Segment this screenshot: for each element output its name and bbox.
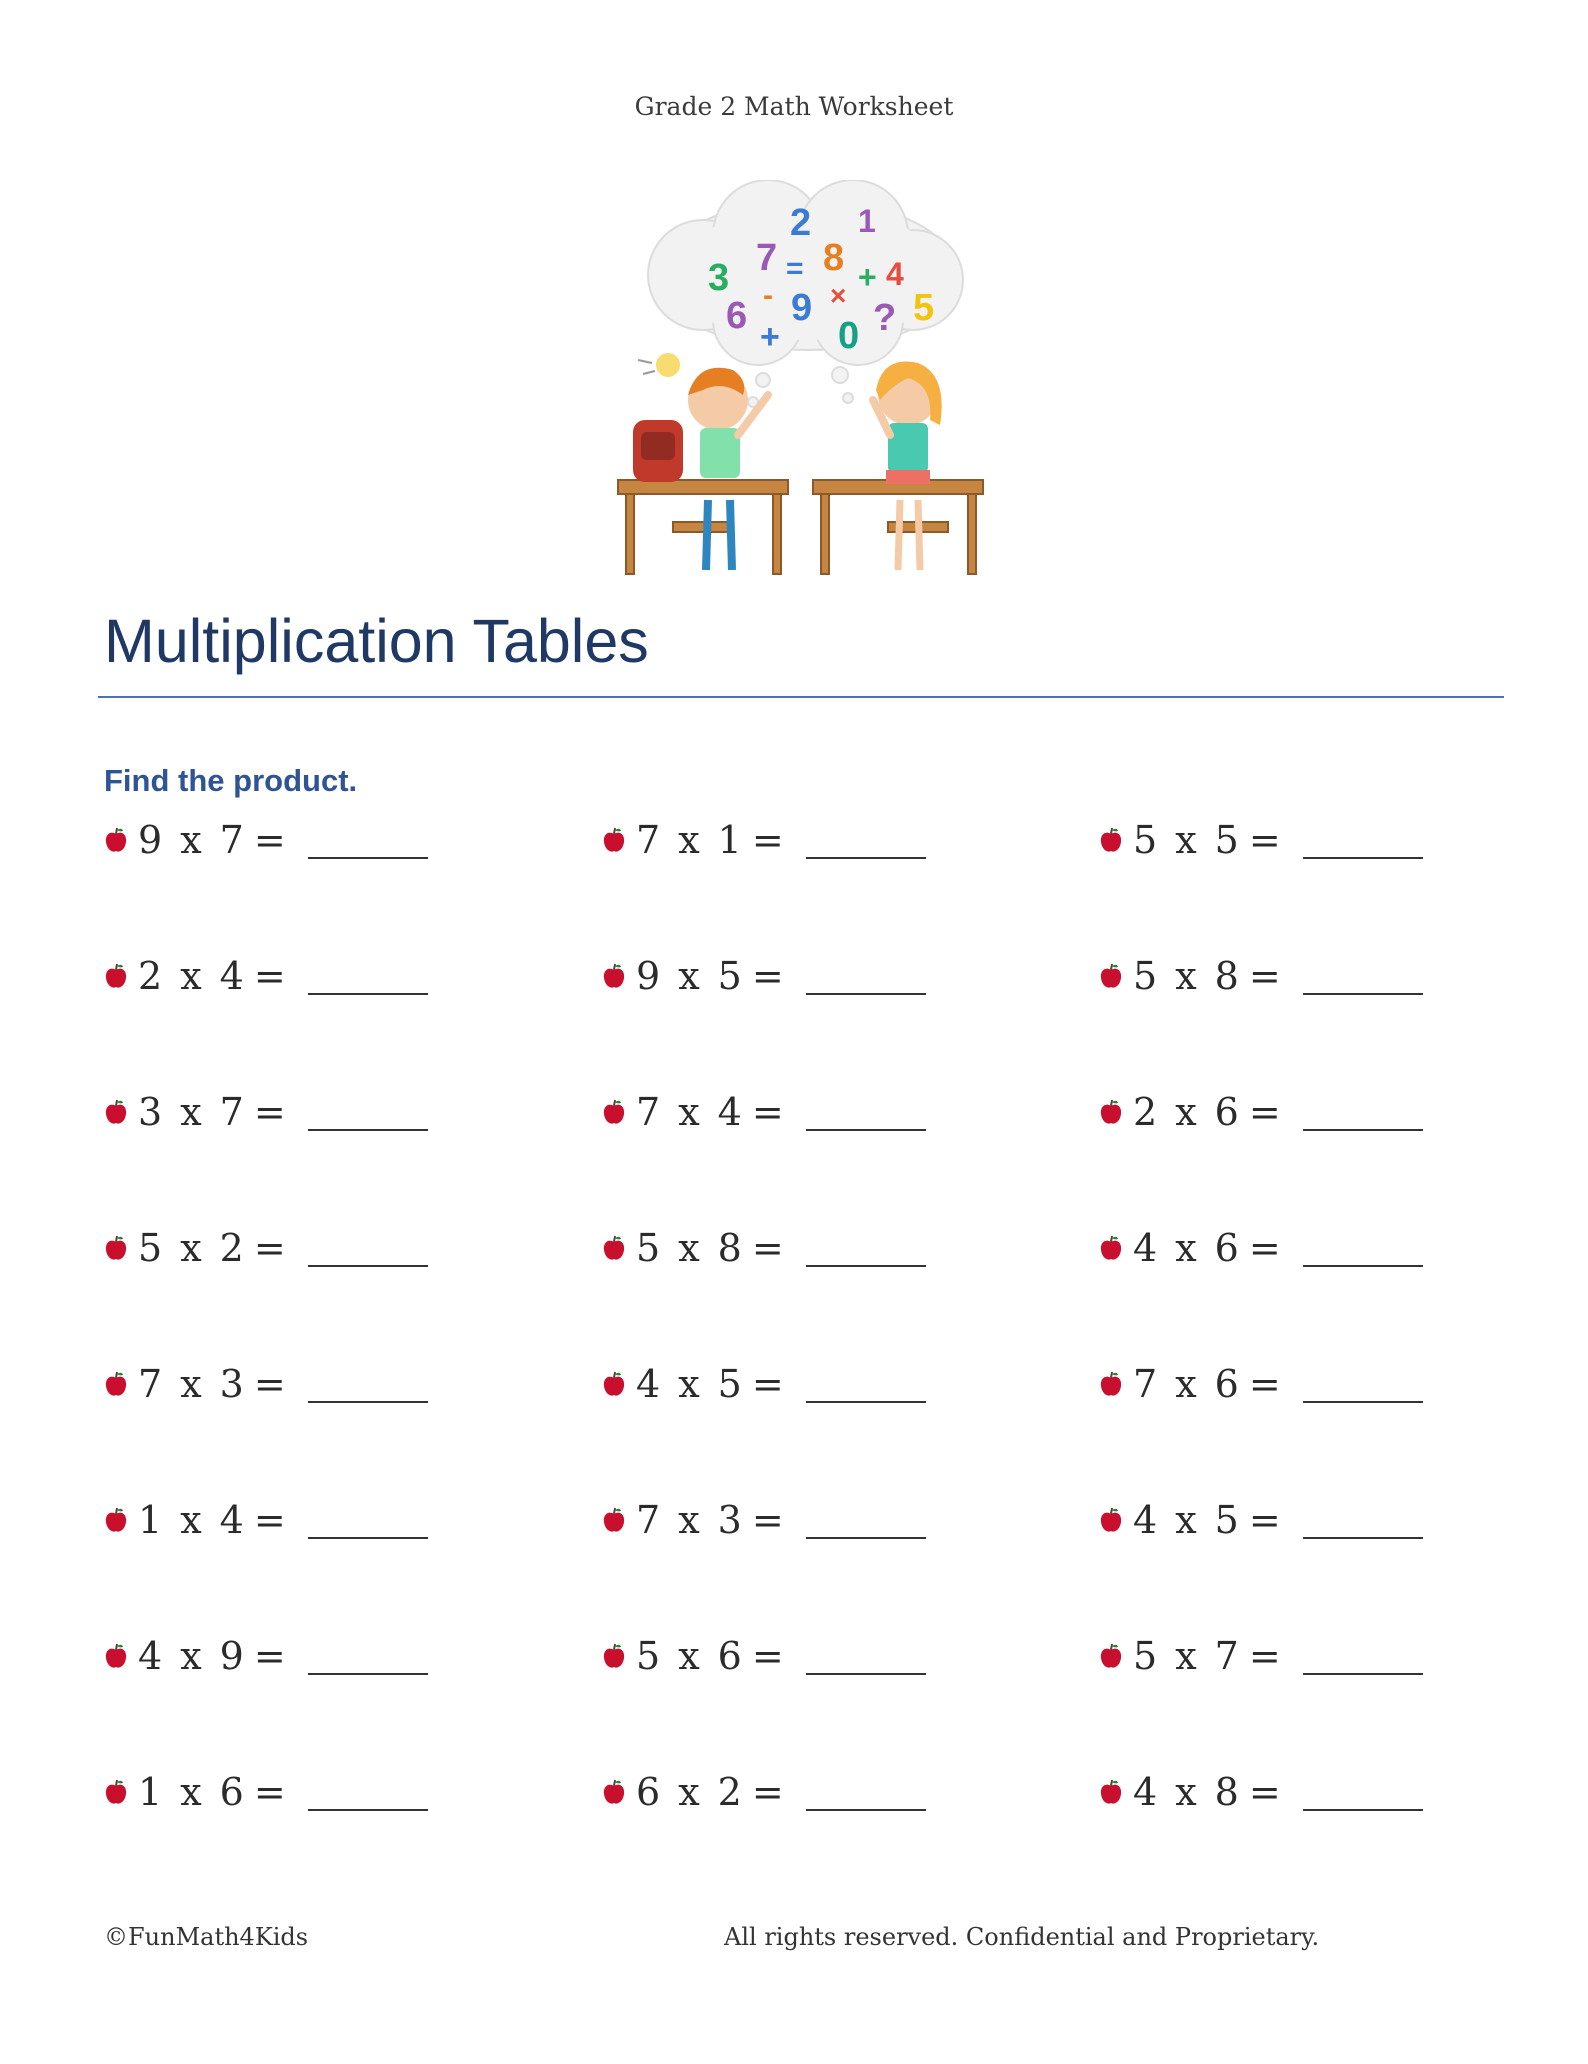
equals-sign: = [253, 1634, 286, 1678]
equals-sign: = [253, 1090, 286, 1134]
factor-b: 6 [1214, 1226, 1239, 1270]
times-sign: x [1175, 1362, 1197, 1406]
problem-item [1099, 818, 1423, 862]
problem-item [602, 1770, 926, 1814]
apple-icon [602, 1778, 626, 1806]
factor-a: 5 [1133, 954, 1158, 998]
factor-b: 8 [717, 1226, 742, 1270]
factor-a: 5 [138, 1226, 163, 1270]
problem-item [104, 1770, 428, 1814]
problem-item [104, 1090, 428, 1134]
factor-a: 9 [138, 818, 163, 862]
factor-b: 7 [219, 1090, 244, 1134]
answer-blank[interactable] [806, 1127, 926, 1131]
equals-sign: = [1248, 1226, 1281, 1270]
problem-item [104, 1634, 428, 1678]
factor-a: 2 [138, 954, 163, 998]
equals-sign: = [751, 1362, 784, 1406]
times-sign: x [678, 1634, 700, 1678]
worksheet-header: Grade 2 Math Worksheet [634, 92, 954, 121]
apple-icon [1099, 1642, 1123, 1670]
factor-b: 5 [717, 1362, 742, 1406]
factor-a: 7 [138, 1362, 163, 1406]
factor-a: 4 [1133, 1498, 1158, 1542]
times-sign: x [1175, 1090, 1197, 1134]
answer-blank[interactable] [1303, 991, 1423, 995]
apple-icon [104, 1778, 128, 1806]
answer-blank[interactable] [806, 855, 926, 859]
factor-a: 7 [636, 1498, 661, 1542]
factor-b: 1 [717, 818, 742, 862]
answer-blank[interactable] [308, 991, 428, 995]
problem-item [104, 818, 428, 862]
equals-sign: = [253, 1226, 286, 1270]
factor-a: 2 [1133, 1090, 1158, 1134]
illustration-number: 3 [708, 257, 730, 299]
times-sign: x [180, 1634, 202, 1678]
factor-a: 3 [138, 1090, 163, 1134]
factor-b: 6 [1214, 1362, 1239, 1406]
equals-sign: = [253, 1770, 286, 1814]
equals-sign: = [1248, 1770, 1281, 1814]
equals-sign: = [1248, 1634, 1281, 1678]
kids-thinking-numbers-illustration [608, 180, 1008, 585]
factor-a: 5 [1133, 818, 1158, 862]
times-sign: x [1175, 1498, 1197, 1542]
equals-sign: = [1248, 1090, 1281, 1134]
apple-icon [602, 1370, 626, 1398]
apple-icon [1099, 962, 1123, 990]
factor-a: 4 [1133, 1770, 1158, 1814]
factor-b: 4 [219, 954, 244, 998]
apple-icon [602, 1642, 626, 1670]
equals-sign: = [253, 818, 286, 862]
answer-blank[interactable] [1303, 1399, 1423, 1403]
times-sign: x [678, 818, 700, 862]
illustration-number: 2 [790, 202, 812, 244]
equals-sign: = [1248, 818, 1281, 862]
factor-b: 4 [717, 1090, 742, 1134]
problem-item [1099, 1226, 1423, 1270]
factor-a: 9 [636, 954, 661, 998]
apple-icon [104, 962, 128, 990]
answer-blank[interactable] [806, 1263, 926, 1267]
illustration-number: 9 [791, 287, 813, 329]
times-sign: x [180, 1498, 202, 1542]
answer-blank[interactable] [308, 1535, 428, 1539]
apple-icon [602, 1098, 626, 1126]
equals-sign: = [751, 1634, 784, 1678]
answer-blank[interactable] [1303, 1807, 1423, 1811]
factor-b: 5 [1214, 1498, 1239, 1542]
times-sign: x [678, 1226, 700, 1270]
equals-sign: = [1248, 1498, 1281, 1542]
times-sign: x [1175, 818, 1197, 862]
apple-icon [1099, 1370, 1123, 1398]
factor-a: 1 [138, 1498, 163, 1542]
equals-sign: = [751, 818, 784, 862]
problem-item [1099, 1090, 1423, 1134]
illustration-number: - [763, 279, 773, 312]
answer-blank[interactable] [806, 991, 926, 995]
problem-item [1099, 1498, 1423, 1542]
answer-blank[interactable] [806, 1807, 926, 1811]
page-title: Multiplication Tables [104, 607, 649, 675]
equals-sign: = [751, 1090, 784, 1134]
equals-sign: = [751, 1770, 784, 1814]
factor-b: 8 [1214, 1770, 1239, 1814]
factor-b: 3 [717, 1498, 742, 1542]
equals-sign: = [1248, 1362, 1281, 1406]
times-sign: x [678, 1770, 700, 1814]
problem-item [602, 954, 926, 998]
apple-icon [602, 1234, 626, 1262]
apple-icon [1099, 1098, 1123, 1126]
apple-icon [104, 1370, 128, 1398]
problem-item [104, 954, 428, 998]
apple-icon [104, 826, 128, 854]
illustration-number: 4 [886, 256, 904, 292]
illustration-number: 1 [858, 203, 876, 239]
equals-sign: = [253, 1498, 286, 1542]
factor-b: 6 [717, 1634, 742, 1678]
answer-blank[interactable] [1303, 1671, 1423, 1675]
equals-sign: = [751, 954, 784, 998]
illustration-number: 0 [838, 315, 860, 357]
problem-item [1099, 1362, 1423, 1406]
factor-b: 7 [1214, 1634, 1239, 1678]
apple-icon [104, 1098, 128, 1126]
times-sign: x [678, 1362, 700, 1406]
times-sign: x [678, 954, 700, 998]
problem-item [602, 818, 926, 862]
problem-item [1099, 954, 1423, 998]
factor-b: 2 [717, 1770, 742, 1814]
problem-item [602, 1498, 926, 1542]
problem-item [602, 1226, 926, 1270]
illustration-number: 5 [913, 287, 935, 329]
times-sign: x [678, 1498, 700, 1542]
equals-sign: = [253, 1362, 286, 1406]
illustration-number: ? [873, 297, 897, 339]
factor-b: 7 [219, 818, 244, 862]
problem-item [104, 1226, 428, 1270]
answer-blank[interactable] [1303, 1127, 1423, 1131]
illustration-number: 8 [823, 237, 845, 279]
problem-item [104, 1362, 428, 1406]
times-sign: x [180, 1770, 202, 1814]
times-sign: x [180, 1226, 202, 1270]
answer-blank[interactable] [308, 1127, 428, 1131]
answer-blank[interactable] [1303, 1535, 1423, 1539]
apple-icon [1099, 1506, 1123, 1534]
answer-blank[interactable] [308, 855, 428, 859]
factor-b: 9 [219, 1634, 244, 1678]
apple-icon [602, 962, 626, 990]
times-sign: x [180, 1362, 202, 1406]
factor-a: 5 [636, 1634, 661, 1678]
illustration-number: + [760, 318, 780, 356]
footer-copyright: ©FunMath4Kids [104, 1923, 309, 1951]
factor-a: 1 [138, 1770, 163, 1814]
problem-item [104, 1498, 428, 1542]
apple-icon [602, 826, 626, 854]
factor-a: 6 [636, 1770, 661, 1814]
factor-b: 6 [219, 1770, 244, 1814]
factor-b: 5 [1214, 818, 1239, 862]
title-divider [98, 696, 1504, 698]
factor-a: 5 [1133, 1634, 1158, 1678]
illustration-number: 7 [756, 237, 778, 279]
answer-blank[interactable] [806, 1535, 926, 1539]
problem-item [1099, 1634, 1423, 1678]
equals-sign: = [751, 1498, 784, 1542]
factor-b: 8 [1214, 954, 1239, 998]
footer-rights: All rights reserved. Confidential and Proprietary. [724, 1923, 1320, 1951]
apple-icon [104, 1234, 128, 1262]
answer-blank[interactable] [806, 1671, 926, 1675]
apple-icon [1099, 1234, 1123, 1262]
factor-a: 5 [636, 1226, 661, 1270]
factor-b: 2 [219, 1226, 244, 1270]
factor-b: 4 [219, 1498, 244, 1542]
times-sign: x [180, 818, 202, 862]
apple-icon [602, 1506, 626, 1534]
factor-a: 7 [636, 818, 661, 862]
times-sign: x [678, 1090, 700, 1134]
equals-sign: = [253, 954, 286, 998]
times-sign: x [180, 954, 202, 998]
illustration-number: = [786, 252, 804, 285]
answer-blank[interactable] [1303, 855, 1423, 859]
times-sign: x [1175, 954, 1197, 998]
answer-blank[interactable] [308, 1263, 428, 1267]
factor-a: 7 [636, 1090, 661, 1134]
answer-blank[interactable] [308, 1399, 428, 1403]
times-sign: x [180, 1090, 202, 1134]
answer-blank[interactable] [1303, 1263, 1423, 1267]
answer-blank[interactable] [806, 1399, 926, 1403]
equals-sign: = [1248, 954, 1281, 998]
factor-a: 4 [138, 1634, 163, 1678]
factor-a: 4 [1133, 1226, 1158, 1270]
apple-icon [104, 1506, 128, 1534]
instructions: Find the product. [104, 763, 358, 798]
apple-icon [1099, 1778, 1123, 1806]
problem-item [1099, 1770, 1423, 1814]
factor-a: 4 [636, 1362, 661, 1406]
answer-blank[interactable] [308, 1671, 428, 1675]
problem-item [602, 1362, 926, 1406]
factor-b: 5 [717, 954, 742, 998]
problem-item [602, 1634, 926, 1678]
illustration-number: + [858, 259, 877, 295]
times-sign: x [1175, 1770, 1197, 1814]
problem-item [602, 1090, 926, 1134]
illustration-number: 6 [726, 295, 748, 337]
illustration-number: × [830, 280, 847, 311]
times-sign: x [1175, 1634, 1197, 1678]
apple-icon [104, 1642, 128, 1670]
times-sign: x [1175, 1226, 1197, 1270]
equals-sign: = [751, 1226, 784, 1270]
apple-icon [1099, 826, 1123, 854]
factor-b: 6 [1214, 1090, 1239, 1134]
answer-blank[interactable] [308, 1807, 428, 1811]
factor-a: 7 [1133, 1362, 1158, 1406]
factor-b: 3 [219, 1362, 244, 1406]
